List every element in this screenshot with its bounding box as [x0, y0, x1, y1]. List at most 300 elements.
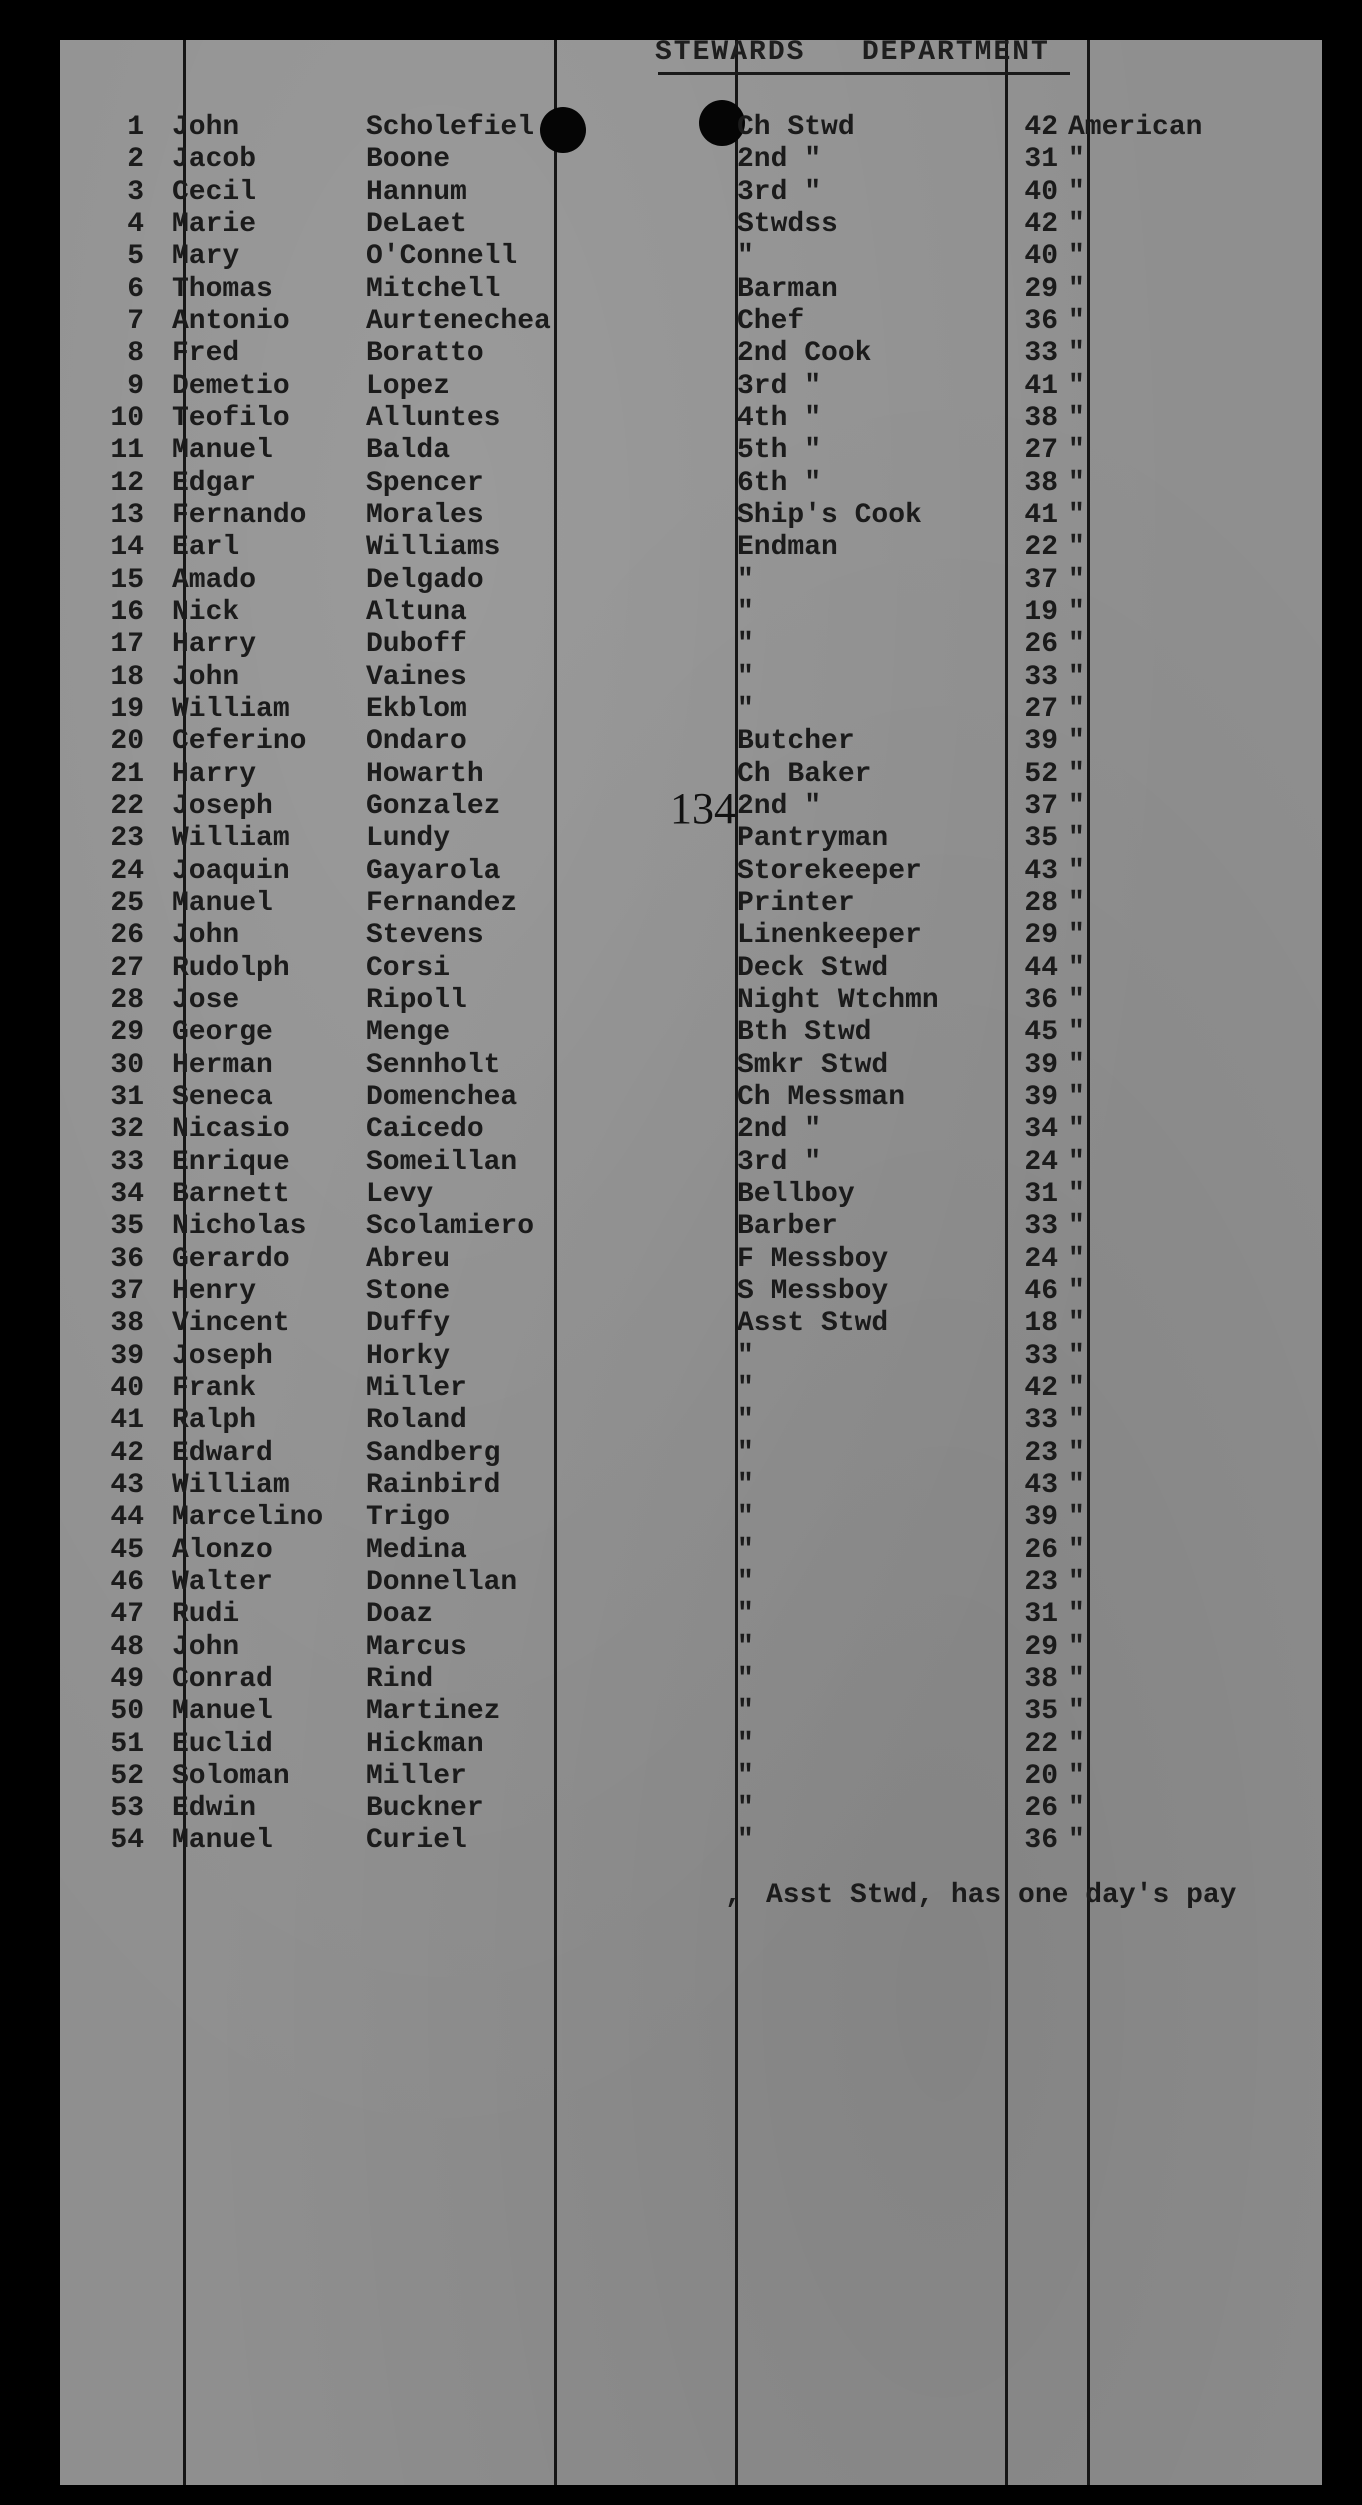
first-name: Thomas — [172, 273, 273, 305]
crew-row — [0, 209, 1362, 241]
row-number: 7 — [127, 305, 144, 337]
age: 37 — [1024, 564, 1058, 596]
row-number: 23 — [110, 823, 144, 855]
crew-row — [0, 1470, 1362, 1502]
age: 23 — [1024, 1566, 1058, 1598]
first-name: Nicholas — [172, 1211, 307, 1243]
last-name: Mitchell — [366, 273, 501, 305]
first-name: Seneca — [172, 1081, 273, 1113]
last-name: Morales — [366, 499, 484, 531]
age: 41 — [1024, 370, 1058, 402]
row-number: 30 — [110, 1049, 144, 1081]
age: 18 — [1024, 1308, 1058, 1340]
last-name: Lundy — [366, 823, 451, 855]
crew-row — [0, 726, 1362, 758]
row-number: 44 — [110, 1502, 144, 1534]
rank: " — [737, 661, 754, 693]
rank: Storekeeper — [737, 855, 922, 887]
last-name: Sennholt — [366, 1049, 501, 1081]
rank: " — [737, 1728, 754, 1760]
last-name: Lopez — [366, 370, 451, 402]
row-number: 52 — [110, 1760, 144, 1792]
rank: " — [737, 1825, 754, 1857]
first-name: William — [172, 1469, 290, 1501]
age: 41 — [1024, 499, 1058, 531]
row-number: 5 — [127, 241, 144, 273]
crew-row — [0, 629, 1362, 661]
age: 36 — [1024, 305, 1058, 337]
last-name: Ekblom — [366, 693, 467, 725]
nationality: " — [1068, 1308, 1085, 1340]
nationality: " — [1068, 952, 1085, 984]
nationality: " — [1068, 370, 1085, 402]
nationality: " — [1068, 1437, 1085, 1469]
rank: " — [737, 1502, 754, 1534]
row-number: 37 — [110, 1275, 144, 1307]
rank: " — [737, 1469, 754, 1501]
last-name: Miller — [366, 1760, 467, 1792]
first-name: Edwin — [172, 1793, 257, 1825]
row-number: 3 — [127, 176, 144, 208]
last-name: Fernandez — [366, 887, 518, 919]
row-number: 21 — [110, 758, 144, 790]
first-name: Vincent — [172, 1308, 290, 1340]
nationality: " — [1068, 984, 1085, 1016]
last-name: Alluntes — [366, 402, 501, 434]
row-number: 48 — [110, 1631, 144, 1663]
last-name: Howarth — [366, 758, 484, 790]
crew-row — [0, 953, 1362, 985]
nationality: " — [1068, 208, 1085, 240]
crew-row — [0, 888, 1362, 920]
first-name: Edgar — [172, 467, 257, 499]
row-number: 45 — [110, 1534, 144, 1566]
nationality: " — [1068, 629, 1085, 661]
age: 40 — [1024, 241, 1058, 273]
rank: " — [737, 596, 754, 628]
crew-row — [0, 1535, 1362, 1567]
last-name: Buckner — [366, 1793, 484, 1825]
crew-row — [0, 856, 1362, 888]
rank: Linenkeeper — [737, 920, 922, 952]
row-number: 40 — [110, 1372, 144, 1404]
age: 19 — [1024, 596, 1058, 628]
rank: Ch Messman — [737, 1081, 906, 1113]
first-name: Rudi — [172, 1599, 240, 1631]
age: 38 — [1024, 1663, 1058, 1695]
age: 46 — [1024, 1275, 1058, 1307]
last-name: Balda — [366, 435, 451, 467]
crew-row — [0, 306, 1362, 338]
first-name: Barnett — [172, 1178, 290, 1210]
first-name: Walter — [172, 1566, 273, 1598]
rank: 3rd " — [737, 176, 822, 208]
nationality: " — [1068, 1696, 1085, 1728]
crew-row — [0, 1276, 1362, 1308]
nationality: " — [1068, 1275, 1085, 1307]
age: 33 — [1024, 1211, 1058, 1243]
row-number: 22 — [110, 790, 144, 822]
first-name: Ceferino — [172, 726, 307, 758]
first-name: Jose — [172, 984, 240, 1016]
rank: Night Wtchmn — [737, 984, 939, 1016]
rank: Ship's Cook — [737, 499, 922, 531]
page-number: 134 — [670, 784, 736, 833]
row-number: 35 — [110, 1211, 144, 1243]
crew-row — [0, 1147, 1362, 1179]
row-number: 46 — [110, 1566, 144, 1598]
nationality: " — [1068, 1178, 1085, 1210]
nationality: " — [1068, 1760, 1085, 1792]
last-name: Stevens — [366, 920, 484, 952]
last-name: Altuna — [366, 596, 467, 628]
age: 26 — [1024, 1534, 1058, 1566]
row-number: 31 — [110, 1081, 144, 1113]
first-name: Joseph — [172, 1340, 273, 1372]
department-header: STEWARDS DEPARTMENT — [655, 37, 1050, 68]
age: 52 — [1024, 758, 1058, 790]
age: 37 — [1024, 790, 1058, 822]
row-number: 4 — [127, 208, 144, 240]
nationality: " — [1068, 1049, 1085, 1081]
first-name: Ralph — [172, 1405, 257, 1437]
row-number: 39 — [110, 1340, 144, 1372]
rank: Printer — [737, 887, 855, 919]
row-number: 34 — [110, 1178, 144, 1210]
first-name: Henry — [172, 1275, 257, 1307]
crew-row — [0, 1179, 1362, 1211]
rank: " — [737, 1599, 754, 1631]
nationality: " — [1068, 1502, 1085, 1534]
age: 27 — [1024, 693, 1058, 725]
nationality: " — [1068, 1566, 1085, 1598]
age: 38 — [1024, 402, 1058, 434]
age: 43 — [1024, 1469, 1058, 1501]
first-name: Antonio — [172, 305, 290, 337]
first-name: Marie — [172, 208, 257, 240]
last-name: Hickman — [366, 1728, 484, 1760]
first-name: Harry — [172, 629, 257, 661]
age: 36 — [1024, 1825, 1058, 1857]
crew-row — [0, 1082, 1362, 1114]
crew-row — [0, 1114, 1362, 1146]
rank: 3rd " — [737, 370, 822, 402]
age: 35 — [1024, 823, 1058, 855]
row-number: 42 — [110, 1437, 144, 1469]
nationality: " — [1068, 855, 1085, 887]
nationality: " — [1068, 887, 1085, 919]
rank: Butcher — [737, 726, 855, 758]
rank: Stwdss — [737, 208, 838, 240]
age: 26 — [1024, 1793, 1058, 1825]
row-number: 15 — [110, 564, 144, 596]
last-name: Duffy — [366, 1308, 451, 1340]
row-number: 20 — [110, 726, 144, 758]
row-number: 54 — [110, 1825, 144, 1857]
rank: 4th " — [737, 402, 822, 434]
row-number: 49 — [110, 1663, 144, 1695]
nationality: " — [1068, 1340, 1085, 1372]
footnote-text: Asst Stwd, has one day's pay — [766, 1880, 1237, 1911]
age: 24 — [1024, 1146, 1058, 1178]
age: 45 — [1024, 1017, 1058, 1049]
row-number: 28 — [110, 984, 144, 1016]
nationality: " — [1068, 1243, 1085, 1275]
rank: S Messboy — [737, 1275, 889, 1307]
first-name: Harry — [172, 758, 257, 790]
nationality: " — [1068, 435, 1085, 467]
nationality: " — [1068, 1663, 1085, 1695]
nationality: " — [1068, 1469, 1085, 1501]
row-number: 43 — [110, 1469, 144, 1501]
age: 29 — [1024, 1631, 1058, 1663]
nationality: " — [1068, 1017, 1085, 1049]
last-name: Ripoll — [366, 984, 467, 1016]
last-name: Curiel — [366, 1825, 467, 1857]
last-name: Gayarola — [366, 855, 501, 887]
age: 39 — [1024, 1081, 1058, 1113]
crew-row — [0, 1050, 1362, 1082]
note-prefix: , — [725, 1880, 742, 1911]
rank: Chef — [737, 305, 805, 337]
rank: " — [737, 1793, 754, 1825]
nationality: " — [1068, 758, 1085, 790]
row-number: 11 — [110, 435, 144, 467]
first-name: Enrique — [172, 1146, 290, 1178]
age: 35 — [1024, 1696, 1058, 1728]
crew-row — [0, 403, 1362, 435]
row-number: 18 — [110, 661, 144, 693]
last-name: Delgado — [366, 564, 484, 596]
row-number: 38 — [110, 1308, 144, 1340]
last-name: Vaines — [366, 661, 467, 693]
nationality: " — [1068, 1146, 1085, 1178]
nationality: " — [1068, 402, 1085, 434]
first-name: Mary — [172, 241, 240, 273]
first-name: John — [172, 1631, 240, 1663]
nationality: American — [1068, 112, 1203, 143]
rank: Ch Baker — [737, 758, 872, 790]
rank: " — [737, 1566, 754, 1598]
age: 36 — [1024, 984, 1058, 1016]
rank: 2nd " — [737, 1114, 822, 1146]
first-name: Herman — [172, 1049, 273, 1081]
nationality: " — [1068, 1114, 1085, 1146]
last-name: Martinez — [366, 1696, 501, 1728]
last-name: Trigo — [366, 1502, 451, 1534]
nationality: " — [1068, 1728, 1085, 1760]
age: 29 — [1024, 273, 1058, 305]
row-number: 19 — [110, 693, 144, 725]
nationality: " — [1068, 144, 1085, 176]
age: 38 — [1024, 467, 1058, 499]
age: 27 — [1024, 435, 1058, 467]
age: 34 — [1024, 1114, 1058, 1146]
crew-row — [0, 338, 1362, 370]
age: 22 — [1024, 532, 1058, 564]
crew-row — [0, 1567, 1362, 1599]
age: 31 — [1024, 144, 1058, 176]
last-name: Boratto — [366, 338, 484, 370]
last-name: Medina — [366, 1534, 467, 1566]
crew-row — [0, 1825, 1362, 1857]
row-number: 13 — [110, 499, 144, 531]
crew-row — [0, 435, 1362, 467]
crew-row — [0, 1502, 1362, 1534]
rank: Smkr Stwd — [737, 1049, 889, 1081]
last-name: Duboff — [366, 629, 467, 661]
row-number: 29 — [110, 1017, 144, 1049]
first-name: Soloman — [172, 1760, 290, 1792]
row-number: 36 — [110, 1243, 144, 1275]
age: 28 — [1024, 887, 1058, 919]
rank: Barman — [737, 273, 838, 305]
age: 39 — [1024, 1049, 1058, 1081]
nationality: " — [1068, 726, 1085, 758]
last-name: Caicedo — [366, 1114, 484, 1146]
rank: 2nd Cook — [737, 338, 872, 370]
first-name: John — [172, 661, 240, 693]
crew-row — [0, 1599, 1362, 1631]
age: 43 — [1024, 855, 1058, 887]
age: 33 — [1024, 1340, 1058, 1372]
row-number: 25 — [110, 887, 144, 919]
last-name: Stone — [366, 1275, 451, 1307]
last-name: Williams — [366, 532, 501, 564]
crew-row — [0, 791, 1362, 823]
first-name: John — [172, 920, 240, 952]
rank: 5th " — [737, 435, 822, 467]
rank: Ch Stwd — [737, 112, 855, 143]
age: 42 — [1024, 1372, 1058, 1404]
crew-row — [0, 112, 1362, 144]
age: 31 — [1024, 1178, 1058, 1210]
last-name: Gonzalez — [366, 790, 501, 822]
nationality: " — [1068, 241, 1085, 273]
crew-row — [0, 823, 1362, 855]
row-number: 14 — [110, 532, 144, 564]
last-name: Menge — [366, 1017, 451, 1049]
nationality: " — [1068, 1599, 1085, 1631]
first-name: George — [172, 1017, 273, 1049]
crew-row — [0, 1761, 1362, 1793]
first-name: Gerardo — [172, 1243, 290, 1275]
rank: " — [737, 1631, 754, 1663]
rank: 3rd " — [737, 1146, 822, 1178]
last-name: Domenchea — [366, 1081, 518, 1113]
row-number: 32 — [110, 1114, 144, 1146]
rank: 2nd " — [737, 790, 822, 822]
rank: " — [737, 241, 754, 273]
crew-row — [0, 500, 1362, 532]
age: 33 — [1024, 1405, 1058, 1437]
age: 39 — [1024, 1502, 1058, 1534]
row-number: 17 — [110, 629, 144, 661]
last-name: Abreu — [366, 1243, 451, 1275]
row-number: 16 — [110, 596, 144, 628]
rank: Deck Stwd — [737, 952, 889, 984]
first-name: Manuel — [172, 887, 273, 919]
row-number: 1 — [127, 112, 144, 143]
nationality: " — [1068, 1211, 1085, 1243]
nationality: " — [1068, 1081, 1085, 1113]
nationality: " — [1068, 1405, 1085, 1437]
rank: " — [737, 1696, 754, 1728]
crew-row — [0, 241, 1362, 273]
age: 31 — [1024, 1599, 1058, 1631]
crew-row — [0, 371, 1362, 403]
crew-row — [0, 694, 1362, 726]
crew-row — [0, 1664, 1362, 1696]
crew-row — [0, 662, 1362, 694]
first-name: Marcelino — [172, 1502, 324, 1534]
row-number: 2 — [127, 144, 144, 176]
age: 24 — [1024, 1243, 1058, 1275]
rank: Barber — [737, 1211, 838, 1243]
first-name: Nicasio — [172, 1114, 290, 1146]
rank: Endman — [737, 532, 838, 564]
first-name: Euclid — [172, 1728, 273, 1760]
nationality: " — [1068, 661, 1085, 693]
rank: " — [737, 1437, 754, 1469]
age: 33 — [1024, 661, 1058, 693]
crew-row — [0, 1211, 1362, 1243]
age: 42 — [1024, 112, 1058, 143]
first-name: Manuel — [172, 435, 273, 467]
first-name: Manuel — [172, 1825, 273, 1857]
first-name: Conrad — [172, 1663, 273, 1695]
row-number: 53 — [110, 1793, 144, 1825]
rank: " — [737, 629, 754, 661]
crew-row — [0, 1632, 1362, 1664]
crew-row — [0, 1341, 1362, 1373]
header-underline — [658, 72, 1070, 75]
last-name: Sandberg — [366, 1437, 501, 1469]
first-name: Jacob — [172, 144, 257, 176]
rank: Pantryman — [737, 823, 889, 855]
crew-row — [0, 565, 1362, 597]
rank: Asst Stwd — [737, 1308, 889, 1340]
crew-row — [0, 1793, 1362, 1825]
nationality: " — [1068, 305, 1085, 337]
nationality: " — [1068, 532, 1085, 564]
nationality: " — [1068, 467, 1085, 499]
first-name: Fred — [172, 338, 240, 370]
row-number: 51 — [110, 1728, 144, 1760]
crew-row — [0, 177, 1362, 209]
last-name: Marcus — [366, 1631, 467, 1663]
age: 42 — [1024, 208, 1058, 240]
age: 22 — [1024, 1728, 1058, 1760]
last-name: Rainbird — [366, 1469, 501, 1501]
first-name: Rudolph — [172, 952, 290, 984]
first-name: Fernando — [172, 499, 307, 531]
first-name: Earl — [172, 532, 240, 564]
row-number: 50 — [110, 1696, 144, 1728]
row-number: 27 — [110, 952, 144, 984]
crew-row — [0, 274, 1362, 306]
crew-row — [0, 985, 1362, 1017]
row-number: 10 — [110, 402, 144, 434]
nationality: " — [1068, 176, 1085, 208]
rank: " — [737, 1760, 754, 1792]
crew-row — [0, 468, 1362, 500]
nationality: " — [1068, 338, 1085, 370]
age: 44 — [1024, 952, 1058, 984]
first-name: Alonzo — [172, 1534, 273, 1566]
row-number: 33 — [110, 1146, 144, 1178]
rank: Bth Stwd — [737, 1017, 872, 1049]
